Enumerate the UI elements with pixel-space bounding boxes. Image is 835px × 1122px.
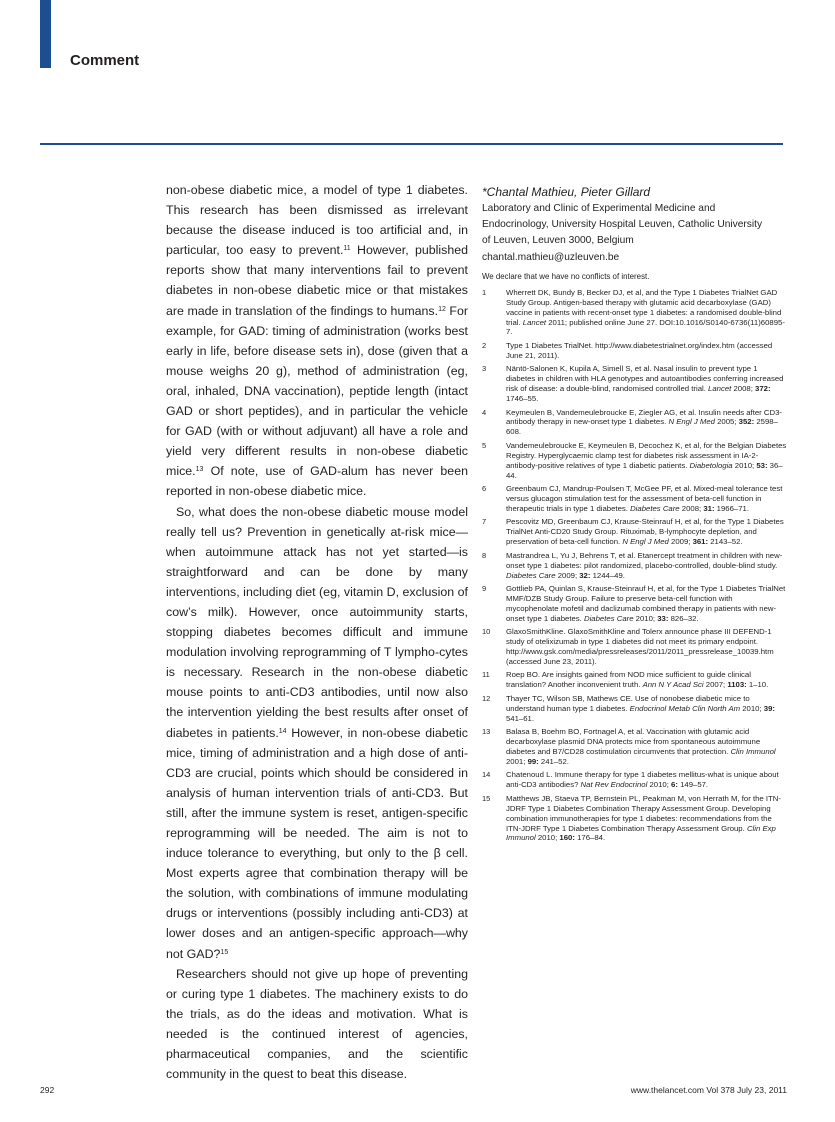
reference-item bbox=[482, 551, 787, 581]
reference-journal: Diabetes Care bbox=[506, 570, 556, 580]
reference-volume: 33: bbox=[657, 613, 669, 623]
body-paragraph bbox=[166, 964, 468, 1085]
citation-superscript[interactable]: 12 bbox=[438, 305, 446, 313]
reference-text bbox=[506, 288, 787, 338]
reference-text bbox=[506, 670, 787, 690]
reference-item bbox=[482, 727, 787, 767]
reference-journal: Clin Immunol bbox=[730, 747, 776, 756]
reference-journal: Lancet bbox=[708, 384, 732, 394]
reference-segment: Type 1 Diabetes TrialNet. http://www.diabetestrialnet.org/index.htm (accessed June 21, 2011). bbox=[506, 340, 773, 360]
reference-segment: 2005; bbox=[714, 417, 739, 427]
reference-item bbox=[482, 441, 787, 481]
reference-text bbox=[506, 517, 787, 547]
reference-segment: Balasa B, Boehm BO, Fortnagel A, et al. Vaccination with glutamic acid decarboxylase plasmid DNA protects mice from spontaneous autoimmune diabetes and B7/CD28 costimulation circumvents that protection. bbox=[506, 727, 761, 756]
citation-superscript[interactable]: 14 bbox=[278, 727, 287, 735]
reference-text bbox=[506, 484, 787, 514]
reference-volume: 31: bbox=[703, 503, 715, 513]
body-text-segment: However, published reports show that many interventions fail to prevent diabetes in non-obese diabetic mice or that mistakes are made in translation of the findings to humans. bbox=[166, 243, 468, 318]
reference-segment: 2598–608. bbox=[506, 417, 778, 437]
reference-segment: Roep BO. Are insights gained from NOD mice sufficient to guide clinical translation? Another inconvenient truth. bbox=[506, 670, 751, 690]
reference-volume: 372: bbox=[755, 384, 771, 394]
reference-segment: 1746–55. bbox=[506, 394, 539, 404]
reference-segment: 2143–52. bbox=[708, 537, 743, 547]
reference-number: 14 bbox=[482, 770, 491, 780]
body-paragraph bbox=[166, 180, 468, 502]
reference-item bbox=[482, 694, 787, 724]
author-email[interactable]: chantal.mathieu@uzleuven.be bbox=[482, 251, 620, 263]
reference-text bbox=[506, 694, 787, 724]
body-text-segment: So, what does the non-obese diabetic mouse model really tell us? Prevention in genetically at-risk mice—when autoimmune attack has not yet started—is straightforward and can be done by many interventions, including diet (eg, vitamin D, exclusion of cow’s milk). However, once autoimmunity starts, stopping diabetes becomes difficult and immune modulation involving reprogramming of T lympho-cytes is necessary. Research in the non-obese diabetic mouse points to anti-CD3 antibodies, until now also the intervention yielding the best results after onset of diabetes in patients. bbox=[166, 504, 468, 740]
reference-segment: 2010; bbox=[732, 460, 757, 470]
reference-text bbox=[506, 770, 787, 790]
reference-segment: 2010; bbox=[740, 703, 764, 713]
reference-segment: 1966–71. bbox=[714, 503, 750, 513]
citation-superscript[interactable]: 11 bbox=[343, 245, 351, 253]
reference-number: 5 bbox=[482, 440, 487, 450]
reference-journal: Clin Exp Immunol bbox=[506, 823, 776, 843]
reference-segment: Matthews JB, Staeva TP, Bernstein PL, Peakman M, von Herrath M, for the ITN-JDRF Type 1 Diabetes Combination Therapy Assessment Group. Developing combination immunotherapies for type 1 diabetes: recommendations from the ITN-JDRF Type 1 Diabetes Combination Therapy Assessment Group. bbox=[506, 793, 781, 833]
section-label: Comment bbox=[70, 52, 140, 69]
reference-volume: 53: bbox=[756, 460, 768, 470]
reference-item bbox=[482, 584, 787, 624]
reference-journal: Ann N Y Acad Sci bbox=[642, 680, 704, 690]
reference-segment: Vandemeulebroucke E, Keymeulen B, Decochez K, et al, for the Belgian Diabetes Registry. Hyperglycaemic clamp test for diabetes risk assessment in IA-2-antibody-positive relatives of type 1 diabetic patients. bbox=[506, 440, 787, 470]
affiliation-line: of Leuven, Leuven 3000, Belgium bbox=[482, 235, 634, 247]
reference-text bbox=[506, 627, 787, 667]
reference-item bbox=[482, 770, 787, 790]
reference-item bbox=[482, 517, 787, 547]
reference-segment: 1244–49. bbox=[590, 570, 625, 580]
reference-text bbox=[506, 408, 787, 438]
reference-segment: 2008; bbox=[679, 503, 704, 513]
author-names: *Chantal Mathieu, Pieter Gillard bbox=[482, 185, 651, 199]
reference-segment: 2009; bbox=[555, 570, 580, 580]
reference-segment: Thayer TC, Wilson SB, Mathews CE. Use of nonobese diabetic mice to understand human type 1 diabetes. bbox=[506, 693, 750, 713]
reference-segment: Gottlieb PA, Quinlan S, Krause-Steinrauf H, et al, for the Type 1 Diabetes TrialNet MMF/DZB Study Group. Failure to preserve beta-cell function with mycophenolate mofetil and daclizumab combined therapy in patients with new-onset type 1 diabetes. bbox=[506, 584, 786, 623]
reference-number: 1 bbox=[482, 287, 487, 297]
reference-text bbox=[506, 364, 787, 404]
reference-segment: 2010; bbox=[633, 613, 658, 623]
reference-segment: Greenbaum CJ, Mandrup-Poulsen T, McGee PF, et al. Mixed-meal tolerance test versus glucagon stimulation test for the assessment of beta-cell function in therapeutic trials in type 1 diabetes. bbox=[506, 484, 783, 513]
reference-number: 2 bbox=[482, 340, 487, 350]
reference-segment: Wherrett DK, Bundy B, Becker DJ, et al, and the Type 1 Diabetes TrialNet GAD Study Group. Antigen-based therapy with glutamic acid decarboxylase (GAD) vaccine in patients with recent-onset type 1 diabetes: a randomised double-blind trial. bbox=[506, 287, 782, 327]
reference-text bbox=[506, 794, 787, 844]
reference-journal: Diabetes Care bbox=[583, 613, 634, 623]
affiliation bbox=[482, 201, 787, 266]
author-and-references-column bbox=[482, 184, 787, 847]
reference-journal: Nat Rev Endocrinol bbox=[580, 780, 648, 790]
reference-journal: Diabetologia bbox=[689, 460, 733, 470]
reference-segment: 176–84. bbox=[574, 833, 606, 843]
reference-list bbox=[482, 288, 787, 844]
reference-item bbox=[482, 288, 787, 338]
reference-number: 10 bbox=[482, 627, 491, 637]
reference-number: 11 bbox=[482, 670, 490, 680]
reference-volume: 361: bbox=[692, 537, 709, 547]
reference-journal: Endocrinol Metab Clin North Am bbox=[629, 703, 741, 713]
reference-item bbox=[482, 364, 787, 404]
reference-volume: 39: bbox=[763, 703, 775, 713]
reference-segment: 541–61. bbox=[506, 713, 535, 723]
body-text bbox=[166, 180, 468, 1084]
reference-journal: N Engl J Med bbox=[668, 417, 715, 427]
reference-segment: Keymeulen B, Vandemeulebroucke E, Ziegler AG, et al. Insulin needs after CD3-antibody therapy in new-onset type 1 diabetes. bbox=[506, 407, 782, 427]
reference-volume: 1103: bbox=[727, 680, 747, 690]
reference-number: 12 bbox=[482, 693, 491, 703]
citation-superscript[interactable]: 15 bbox=[220, 948, 229, 956]
header-rule bbox=[40, 143, 783, 145]
reference-item bbox=[482, 341, 787, 361]
reference-segment: 2009; bbox=[668, 537, 693, 547]
reference-segment: GlaxoSmithKline. GlaxoSmithKline and Tolerx announce phase III DEFEND-1 study of otelixizumab in type 1 diabetes did not meet its primary endpoint. http://www.gsk.com/media/pressreleases/2011/2011_pressrelease_10039.htm (accessed June 23, 2011). bbox=[506, 627, 774, 666]
reference-text bbox=[506, 727, 787, 767]
reference-item bbox=[482, 794, 787, 844]
reference-number: 13 bbox=[482, 727, 491, 737]
reference-segment: 2001; bbox=[506, 756, 528, 766]
reference-number: 3 bbox=[482, 364, 487, 374]
reference-journal: N Engl J Med bbox=[622, 537, 669, 547]
body-text-segment: For example, for GAD: timing of administration (works best early in life, before disease sets in), dose (given that a mouse weighs 20 g), method of administration (eg, oral, inhaled, DNA vaccination), peptide length (intact GAD or short peptides), and in particular the vehicle for GAD (with or without adjuvant) all have a role and yield very different results in non-obese diabetic mice. bbox=[166, 303, 468, 479]
reference-text bbox=[506, 551, 787, 581]
reference-item bbox=[482, 408, 787, 438]
reference-segment: 149–57. bbox=[677, 780, 709, 790]
reference-text bbox=[506, 341, 787, 361]
body-paragraph bbox=[166, 502, 468, 964]
reference-journal: Diabetes Care bbox=[630, 503, 680, 513]
body-text-segment: However, in non-obese diabetic mice, timing of administration and a high dose of anti-CD3 are crucial, points which should be considered in analysis of human intervention trials of anti-CD3. But still, after the immune system is reset, antigen-specific reprogramming will be needed. The aim is not to induce tolerance to everything, but only to the β cell. Most experts agree that combination therapy will be the solution, with combinations of immune modulating drugs or interventions (possibly including anti-CD3) at lower doses and an antigen-specific approach—why not GAD? bbox=[166, 725, 468, 961]
page-number: 292 bbox=[40, 1085, 55, 1095]
reference-segment: 826–32. bbox=[668, 613, 699, 623]
reference-segment: Näntö-Salonen K, Kupila A, Simell S, et al. Nasal insulin to prevent type 1 diabetes in children with HLA genotypes and autoantibodies conferring increased risk of disease: a double-blind, randomised controlled trial. bbox=[506, 364, 784, 394]
citation-superscript[interactable]: 13 bbox=[195, 466, 204, 474]
reference-segment: 36–44. bbox=[506, 460, 783, 480]
reference-volume: 99: bbox=[527, 756, 539, 766]
reference-segment: Mastrandrea L, Yu J, Behrens T, et al. Etanercept treatment in children with new-onset type 1 diabetes: pilot randomized, placebo-controlled, double-blind study. bbox=[506, 550, 783, 570]
reference-journal: Lancet bbox=[522, 317, 547, 327]
reference-number: 9 bbox=[482, 584, 487, 594]
reference-segment: 2008; bbox=[731, 384, 756, 394]
reference-segment: 2011; published online June 27. DOI:10.1016/S0140-6736(11)60895-7. bbox=[506, 317, 785, 337]
reference-number: 8 bbox=[482, 550, 487, 560]
reference-segment: Chatenoud L. Immune therapy for type 1 diabetes mellitus-what is unique about anti-CD3 antibodies? bbox=[506, 770, 779, 790]
reference-number: 4 bbox=[482, 407, 487, 417]
reference-item bbox=[482, 670, 787, 690]
reference-volume: 160: bbox=[559, 833, 575, 843]
reference-number: 6 bbox=[482, 484, 487, 494]
reference-segment: 2010; bbox=[535, 833, 560, 843]
reference-number: 7 bbox=[482, 517, 487, 527]
reference-segment: 2010; bbox=[647, 780, 672, 790]
reference-volume: 6: bbox=[671, 780, 678, 790]
reference-item bbox=[482, 484, 787, 514]
journal-footer: www.thelancet.com Vol 378 July 23, 2011 bbox=[630, 1085, 787, 1095]
reference-segment: 241–52. bbox=[538, 756, 569, 766]
reference-text bbox=[506, 584, 787, 624]
reference-volume: 32: bbox=[579, 570, 591, 580]
reference-segment: Pescovitz MD, Greenbaum CJ, Krause-Steinrauf H, et al, for the Type 1 Diabetes TrialNet Anti-CD20 Study Group. Rituximab, B-lymphocyte depletion, and preservation of beta-cell function. bbox=[506, 517, 784, 547]
header-accent-bar bbox=[40, 0, 51, 68]
body-text-segment: non-obese diabetic mice, a model of type 1 diabetes. This research has been dismissed as irrelevant because the disease induced is too artificial and, in particular, too easy to prevent. bbox=[166, 183, 468, 258]
reference-text bbox=[506, 441, 787, 481]
body-text-segment: Of note, use of GAD-alum has never been reported in non-obese diabetic mice. bbox=[166, 464, 468, 499]
affiliation-line: Laboratory and Clinic of Experimental Medicine and bbox=[482, 203, 716, 214]
affiliation-line: Endocrinology, University Hospital Leuven, Catholic University bbox=[482, 219, 763, 231]
reference-segment: 2007; bbox=[703, 680, 728, 690]
reference-volume: 352: bbox=[738, 417, 755, 427]
body-text-segment: Researchers should not give up hope of preventing or curing type 1 diabetes. The machinery exists to do the trials, as do the ideas and motivation. What is needed is the continued interest of agencies, pharmaceutical companies, and the scientific community in the quest to beat this disease. bbox=[166, 966, 468, 1082]
conflict-declaration: We declare that we have no conflicts of interest. bbox=[482, 271, 650, 281]
reference-number: 15 bbox=[482, 793, 491, 803]
reference-item bbox=[482, 627, 787, 667]
reference-segment: 1–10. bbox=[746, 680, 769, 690]
